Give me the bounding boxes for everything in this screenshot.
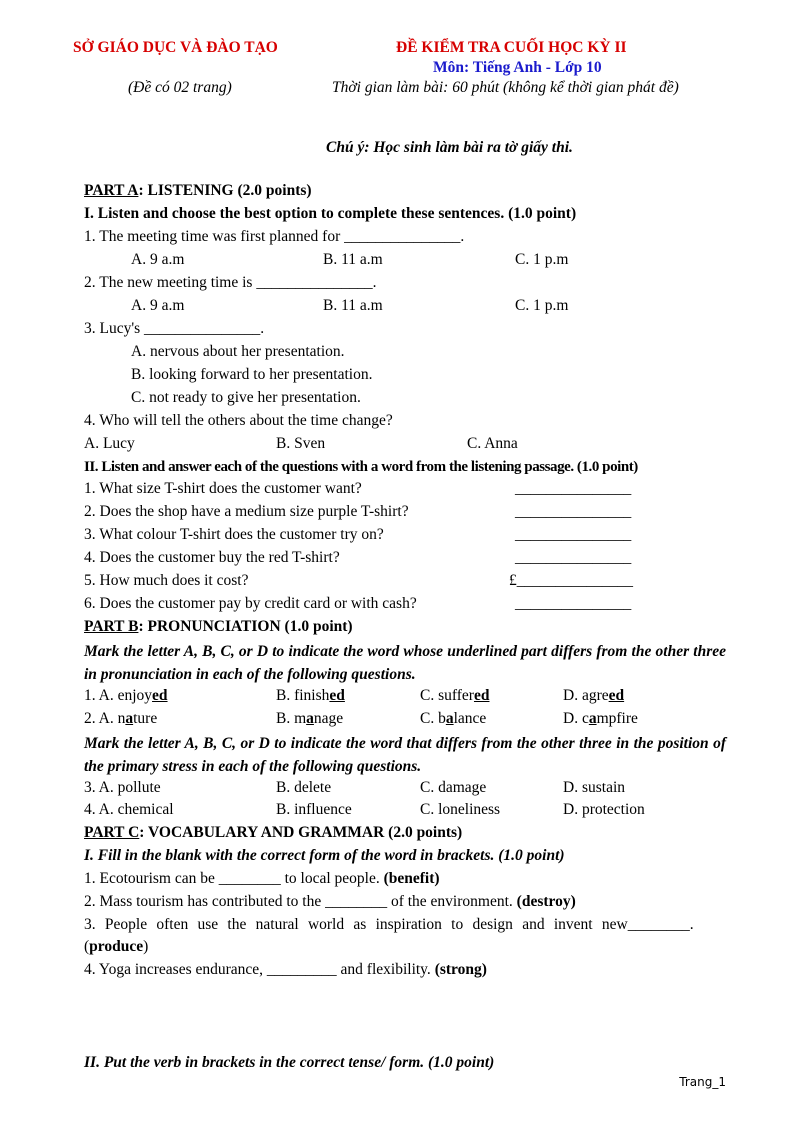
part-b-label: PART B [84, 618, 139, 635]
part-a-q2: 2. The new meeting time is _______________. [84, 274, 377, 291]
department-name: SỞ GIÁO DỤC VÀ ĐÀO TẠO [73, 39, 278, 56]
part-c-q1: 1. Ecotourism can be ________ to local people. (benefit) [84, 870, 440, 887]
part-b-title-rest: : PRONUNCIATION (1.0 point) [138, 618, 353, 635]
part-c-title-rest: : VOCABULARY AND GRAMMAR (2.0 points) [139, 824, 463, 841]
part-b-q2-option-c: C. balance [420, 710, 487, 727]
part-a-q2-option-b: B. 11 a.m [323, 297, 383, 314]
part-a-s2-q2: 2. Does the shop have a medium size purple T-shirt? [84, 503, 409, 520]
part-b-q4-option-a: 4. A. chemical [84, 801, 174, 818]
part-a-q3: 3. Lucy's _______________. [84, 320, 265, 337]
part-b-q4-option-b: B. influence [276, 801, 352, 818]
part-a-s2-q5: 5. How much does it cost? [84, 572, 249, 589]
part-a-s2-q4-blank: _______________ [515, 549, 632, 566]
part-a-q4-option-b: B. Sven [276, 435, 326, 452]
time-note: Thời gian làm bài: 60 phút (không kể thời gian phát đề) [332, 79, 679, 96]
part-a-q2-option-c: C. 1 p.m [515, 297, 569, 314]
part-a-s2-q1: 1. What size T-shirt does the customer want? [84, 480, 362, 497]
part-b-q1-option-b: B. finished [276, 687, 345, 704]
part-b-q4-option-d: D. protection [563, 801, 645, 818]
exam-title: ĐỀ KIỂM TRA CUỐI HỌC KỲ II [396, 39, 627, 56]
part-b-q2-option-a: 2. A. nature [84, 710, 158, 727]
part-a-q1-option-a: A. 9 a.m [131, 251, 185, 268]
part-a-s2-q3: 3. What colour T-shirt does the customer try on? [84, 526, 384, 543]
part-a-q2-option-a: A. 9 a.m [131, 297, 185, 314]
part-a-s2-q6: 6. Does the customer pay by credit card or with cash? [84, 595, 417, 612]
part-c-q2: 2. Mass tourism has contributed to the ________ of the environment. (destroy) [84, 893, 576, 910]
part-b-instruction-2: Mark the letter A, B, C, or D to indicate the word that differs from the other three in the position of the primary stress in each of the following questions. [84, 735, 726, 775]
part-c-section1-heading: I. Fill in the blank with the correct form of the word in brackets. (1.0 point) [84, 847, 565, 864]
part-a-s2-q2-blank: _______________ [515, 503, 632, 520]
part-a-s2-q1-blank: _______________ [515, 480, 632, 497]
page-number: Trang_1 [679, 1075, 726, 1089]
part-a-s2-q3-blank: _______________ [515, 526, 632, 543]
part-b-title [84, 617, 726, 637]
part-a-s2-q4: 4. Does the customer buy the red T-shirt? [84, 549, 340, 566]
part-c-q3-word: (produce) [84, 938, 149, 955]
part-a-title-rest: : LISTENING (2.0 points) [138, 182, 312, 199]
notice: Chú ý: Học sinh làm bài ra tờ giấy thi. [326, 139, 573, 156]
part-b-q3-option-a: 3. A. pollute [84, 779, 161, 796]
part-b-q2-option-b: B. manage [276, 710, 344, 727]
part-c-title [84, 823, 726, 843]
part-b-q3-option-b: B. delete [276, 779, 332, 796]
part-b-q3-option-d: D. sustain [563, 779, 625, 796]
part-a-q4: 4. Who will tell the others about the time change? [84, 412, 393, 429]
part-a-label: PART A [84, 182, 139, 199]
part-a-section1-heading: I. Listen and choose the best option to complete these sentences. (1.0 point) [84, 205, 577, 222]
part-a-q4-option-c: C. Anna [467, 435, 518, 452]
part-b-q2-option-d: D. campfire [563, 710, 638, 727]
part-a-q3-option-c: C. not ready to give her presentation. [131, 389, 361, 406]
part-b-q1-option-a: 1. A. enjoyed [84, 687, 168, 704]
part-c-q3: 3. People often use the natural world as inspiration to design and invent new________. [84, 916, 694, 933]
part-a-s2-q5-blank: £_______________ [509, 572, 633, 589]
part-a-q1-option-b: B. 11 a.m [323, 251, 383, 268]
subject-line: Môn: Tiếng Anh - Lớp 10 [433, 59, 602, 76]
part-a-q1: 1. The meeting time was first planned for _______________. [84, 228, 465, 245]
part-b-q1-option-d: D. agreed [563, 687, 625, 704]
part-a-title [84, 181, 726, 201]
part-a-q3-option-b: B. looking forward to her presentation. [131, 366, 373, 383]
part-c-label: PART C [84, 824, 140, 841]
part-b-q1-option-c: C. suffered [420, 687, 490, 704]
part-a-q3-option-a: A. nervous about her presentation. [131, 343, 345, 360]
part-a-q4-option-a: A. Lucy [84, 435, 135, 452]
part-b-q4-option-c: C. loneliness [420, 801, 501, 818]
part-a-section2-heading: II. Listen and answer each of the questions with a word from the listening passage. (1.0 point) [84, 459, 638, 475]
part-c-section2-heading: II. Put the verb in brackets in the correct tense/ form. (1.0 point) [84, 1054, 495, 1071]
part-b-q3-option-c: C. damage [420, 779, 487, 796]
part-a-s2-q6-blank: _______________ [515, 595, 632, 612]
part-c-q4: 4. Yoga increases endurance, _________ and flexibility. (strong) [84, 961, 487, 978]
pages-note: (Đề có 02 trang) [128, 79, 232, 96]
part-b-instruction-1: Mark the letter A, B, C, or D to indicate the word whose underlined part differs from the other three in pronunciation in each of the following questions. [84, 643, 726, 683]
part-a-q1-option-c: C. 1 p.m [515, 251, 569, 268]
